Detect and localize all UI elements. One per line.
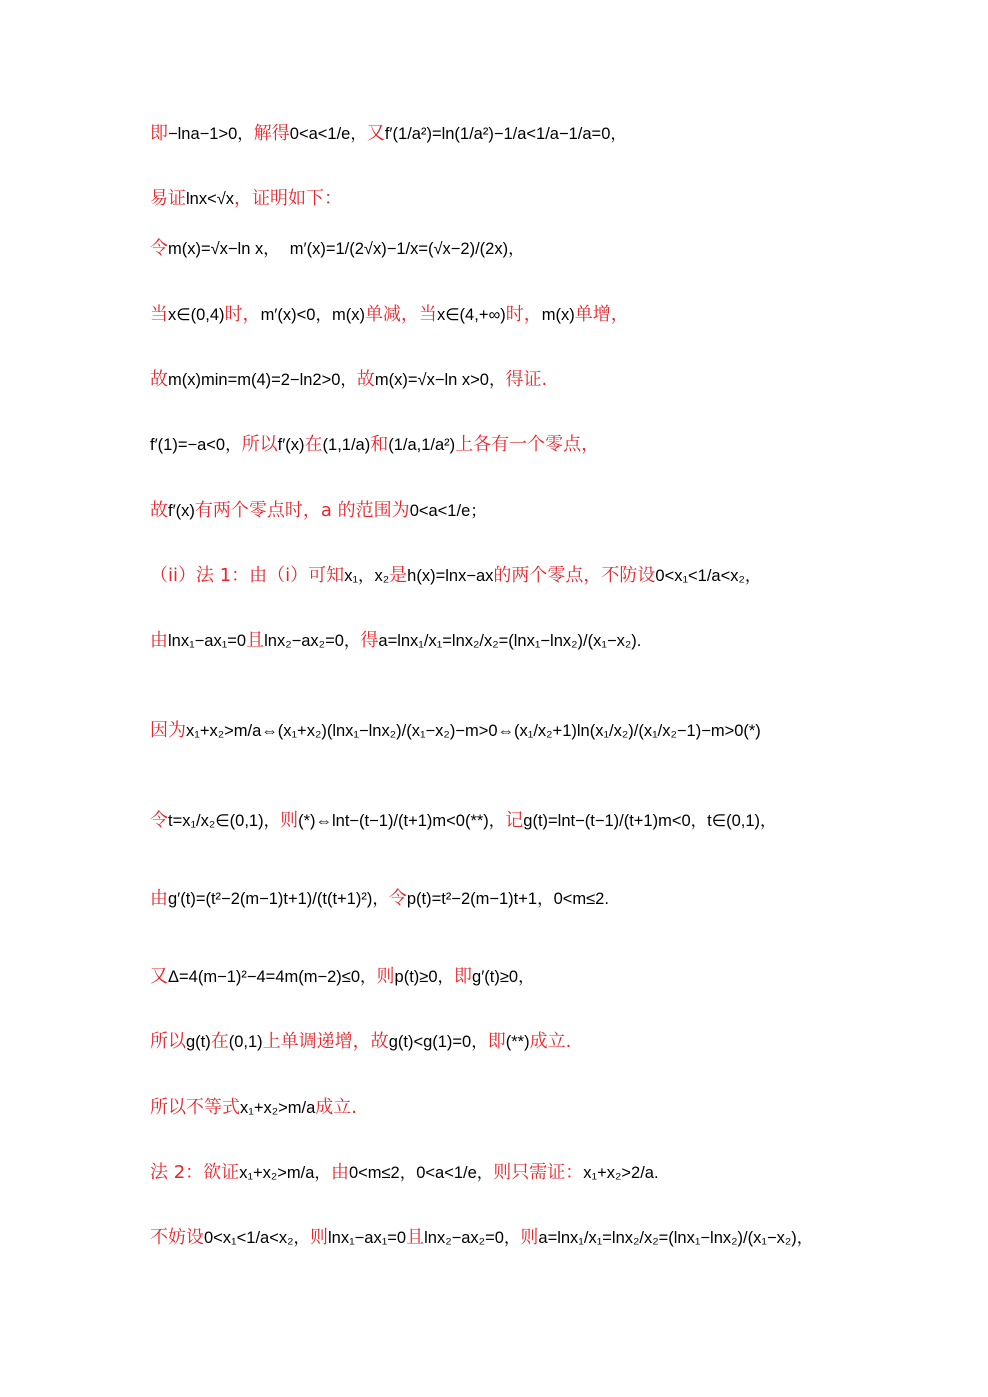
text-qie-2: 且: [406, 1227, 425, 1248]
formula-f-prime: f′(1/a²)=ln(1/a²)−1/a<1/a−1/a=0，: [384, 124, 627, 143]
line-4: [150, 306, 629, 324]
text-assume-2: 不妨设: [150, 1227, 204, 1248]
text-method-1: （ii）法 1：由（i）可知: [150, 565, 345, 586]
formula-interval-a: (1,1/a): [322, 435, 371, 454]
text-you-3: 由: [150, 888, 168, 909]
text-yizheng: 易证: [150, 188, 186, 209]
text-monotone: 上单调递增，故: [262, 1031, 389, 1052]
text-you: 又: [366, 123, 385, 144]
formula-double-star: (**): [505, 1032, 530, 1051]
text-he: 和: [370, 434, 389, 455]
formula-delta: Δ=4(m−1)²−4=4m(m−2)≤0，: [168, 967, 377, 986]
text-you-5: 由: [330, 1162, 349, 1183]
formula-sum-gt-2: x₁+x₂>m/a，: [239, 1163, 331, 1182]
text-ji-3: 即: [454, 966, 473, 987]
text-gu: 故: [150, 369, 168, 390]
text-proven: 得证.: [505, 369, 548, 390]
line-11: [150, 812, 777, 830]
text-ji-2: 记: [505, 810, 524, 831]
text-holds-2: 成立.: [315, 1097, 357, 1118]
text-ling-2: 令: [150, 810, 168, 831]
text-holds: 成立.: [529, 1031, 572, 1052]
line-5: [150, 371, 547, 389]
formula-eq-4: lnx₂−ax₂=0，: [424, 1228, 521, 1247]
formula-gt: g(t): [186, 1032, 211, 1051]
line-9: [150, 632, 641, 650]
text-dang: 当: [150, 304, 168, 325]
text-ze-4: 则: [520, 1227, 539, 1248]
formula-ranges: 0<m≤2，0<a<1/e，: [348, 1163, 494, 1182]
text-proof-follows: ，证明如下：: [234, 188, 343, 209]
text-ze-2: 则: [376, 966, 395, 987]
text-assume: 的两个零点，不防设: [493, 565, 656, 586]
text-each-zero: 上各有一个零点，: [455, 434, 600, 455]
text-only-need: 则只需证：: [493, 1162, 584, 1183]
formula-interval-0-4: x∈(0,4): [168, 305, 225, 324]
line-16: [150, 1164, 659, 1182]
formula-g-bound: g(t)<g(1)=0，: [388, 1032, 488, 1051]
formula-f-prime-x: f′(x): [277, 435, 305, 454]
text-increasing: 单增，: [574, 304, 629, 325]
text-ling: 令: [150, 238, 168, 259]
formula-f-prime-x-2: f′(x): [168, 501, 195, 520]
text-suoyi-2: 所以: [150, 1031, 186, 1052]
text-ji-4: 即: [487, 1031, 506, 1052]
line-15: [150, 1099, 357, 1117]
line-14: [150, 1033, 571, 1051]
text-two-zeros: 有两个零点时，a 的范围为: [194, 500, 410, 521]
line-6: [150, 436, 599, 454]
formula-eq-1: lnx₁−ax₁=0: [168, 631, 247, 650]
formula-interval-0-1: (0,1): [228, 1032, 263, 1051]
formula-g-prime: g′(t)=(t²−2(m−1)t+1)/(t(t+1)²)，: [168, 889, 389, 908]
text-gu-2: 故: [356, 369, 375, 390]
line-7: [150, 502, 487, 520]
formula-sum-gt: x₁+x₂>m/a: [240, 1098, 316, 1117]
text-shi: 时，: [224, 304, 261, 325]
formula-m-def: m(x)=√x−ln x，: [168, 239, 280, 258]
formula-f-prime-1: f′(1)=−a<0，: [150, 435, 242, 454]
formula-g-prime-nonneg: g′(t)≥0，: [472, 967, 535, 986]
text-zai: 在: [304, 434, 323, 455]
formula-a-range-2: 0<a<1/e；: [409, 501, 487, 520]
line-13: [150, 968, 535, 986]
text-you-2: 由: [150, 630, 168, 651]
line-1: [150, 125, 627, 143]
text-ling-3: 令: [388, 888, 407, 909]
line-12: [150, 890, 609, 908]
formula-lnx-sqrt: lnx<√x: [186, 189, 235, 208]
line-3: [150, 240, 525, 258]
formula-t-def: t=x₁/x₂∈(0,1)，: [168, 811, 281, 830]
text-decreasing: 单减，当: [364, 304, 437, 325]
formula-m-positive: m(x)=√x−ln x>0，: [374, 370, 506, 389]
formula-g-def: g(t)=lnt−(t−1)/(t+1)m<0，t∈(0,1)，: [523, 811, 777, 830]
text-ze-3: 则: [310, 1227, 328, 1248]
text-method-2: 法 2：欲证: [150, 1162, 240, 1183]
formula-sum-gt-3: x₁+x₂>2/a.: [583, 1163, 659, 1182]
formula-equivalence: x₁+x₂>m/a⇔(x₁+x₂)(lnx₁−lnx₂)/(x₁−x₂)−m>0⇔(x₁/x₂+1)ln(x₁/x₂)/(x₁/x₂−1)−m>0(*): [186, 721, 761, 740]
text-jiede: 解得: [253, 123, 290, 144]
text-ze: 则: [280, 810, 299, 831]
formula-x-order-2: 0<x₁<1/a<x₂，: [204, 1228, 310, 1247]
formula-x-order: 0<x₁<1/a<x₂，: [655, 566, 762, 585]
formula-eq-2: lnx₂−ax₂=0，: [264, 631, 361, 650]
line-17: [150, 1229, 813, 1247]
text-yinwei: 因为: [150, 720, 186, 741]
text-zai-2: 在: [210, 1031, 229, 1052]
text-shi-2: 时，: [505, 304, 542, 325]
line-10: [150, 722, 761, 740]
formula-p-nonneg: p(t)≥0，: [394, 967, 455, 986]
text-suoyi: 所以: [241, 434, 278, 455]
formula-lna: −lna−1>0，: [168, 124, 254, 143]
formula-interval-b: (1/a,1/a²): [388, 435, 456, 454]
formula-interval-4-inf: x∈(4,+∞): [436, 305, 506, 324]
formula-a-expr-2: a=lnx₁/x₁=lnx₂/x₂=(lnx₁−lnx₂)/(x₁−x₂)，: [538, 1228, 814, 1247]
text-de: 得: [360, 630, 379, 651]
text-gu-3: 故: [150, 500, 168, 521]
formula-a-range: 0<a<1/e，: [289, 124, 367, 143]
text-inequality: 所以不等式: [150, 1097, 240, 1118]
line-2: [150, 190, 342, 208]
formula-m-derivative: m′(x)=1/(2√x)−1/x=(√x−2)/(2x)，: [289, 239, 525, 258]
text-shi-3: 是: [389, 565, 408, 586]
text-qie: 且: [246, 630, 265, 651]
formula-h-def: h(x)=lnx−ax: [407, 566, 494, 585]
formula-x1-x2: x₁，x₂: [344, 566, 390, 585]
text-ji: 即: [150, 123, 168, 144]
formula-a-expr: a=lnx₁/x₁=lnx₂/x₂=(lnx₁−lnx₂)/(x₁−x₂).: [378, 631, 642, 650]
formula-mx-2: m(x): [541, 305, 575, 324]
formula-p-def: p(t)=t²−2(m−1)t+1，0<m≤2.: [406, 889, 609, 908]
line-8: [150, 567, 761, 585]
formula-m-min: m(x)min=m(4)=2−ln2>0，: [168, 370, 357, 389]
formula-m-prime-neg: m′(x)<0，: [260, 305, 332, 324]
formula-star-equiv: (*)⇔lnt−(t−1)/(t+1)m<0(**)，: [298, 811, 506, 830]
formula-mx: m(x): [331, 305, 365, 324]
formula-eq-3: lnx₁−ax₁=0: [328, 1228, 407, 1247]
text-you-4: 又: [150, 966, 168, 987]
